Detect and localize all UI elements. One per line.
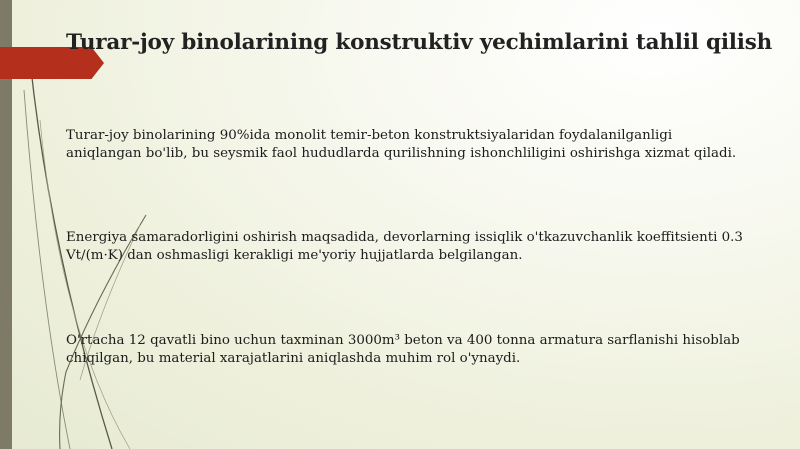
paragraph-monolithic-structures: Turar-joy binolarining 90%ida monolit temir-beton konstruktsiyalaridan foydalanilganligi aniqlangan bo'lib, bu seysmik faol hududlarda qurilishning ishonchliligini oshirishga xizmat qiladi. bbox=[66, 128, 737, 161]
paragraph-energy-efficiency: Energiya samaradorligini oshirish maqsadida, devorlarning issiqlik o'tkazuvchanlik koeffitsienti 0.3 Vt/(m·K) dan oshmasligi kerakligi me'yoriy hujjatlarda belgilangan. bbox=[66, 230, 743, 263]
paragraph-material-consumption: O'rtacha 12 qavatli bino uchun taxminan 3000m³ beton va 400 tonna armatura sarflanishi hisoblab chiqilgan, bu material xarajatlarini aniqlashda muhim rol o'ynaydi. bbox=[66, 333, 740, 366]
slide-title: Turar-joy binolarining konstruktiv yechimlarini tahlil qilish bbox=[66, 30, 773, 55]
